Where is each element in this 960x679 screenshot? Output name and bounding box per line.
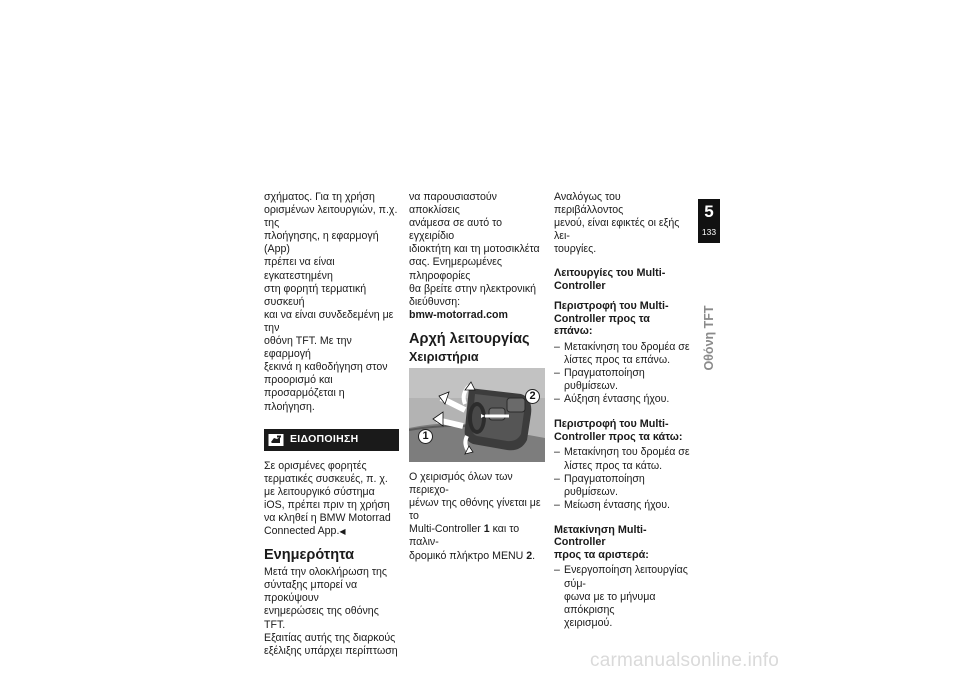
heading-line: Λειτουργίες του Multi- bbox=[554, 267, 666, 280]
list-item bbox=[554, 564, 690, 629]
text-line: με λειτουργικό σύστημα bbox=[264, 485, 375, 498]
column-2 bbox=[409, 191, 545, 563]
text-line: πλοήγηση. bbox=[264, 400, 315, 413]
text-line: Εξαιτίας αυτής της διαρκούς bbox=[264, 631, 396, 644]
text-line: ορισμένων λειτουργιών, π.χ. της bbox=[264, 204, 398, 230]
list-item: – Αύξηση έντασης ήχου. bbox=[554, 393, 690, 406]
text-line: Αναλόγως του περιβάλλοντος bbox=[554, 191, 624, 217]
text-line: οθόνη TFT. Με την εφαρμογή bbox=[264, 335, 352, 361]
text-fragment: Multi-Controller bbox=[409, 523, 484, 536]
section-heading-update: Ενημερότητα bbox=[264, 547, 355, 564]
text-line bbox=[409, 523, 545, 549]
list-item bbox=[554, 446, 690, 472]
text-fragment: και το παλιν- bbox=[409, 523, 520, 549]
text-line: ανάμεσα σε αυτό το εγχειρίδιο bbox=[409, 217, 503, 243]
notice-banner bbox=[264, 429, 399, 451]
col1-intro bbox=[264, 191, 399, 414]
text-line: τερματικές συσκευές, π. χ. bbox=[264, 472, 388, 485]
heading-line: Controller προς τα κάτω: bbox=[554, 430, 683, 443]
text-line: ενημερώσεις της οθόνης TFT. bbox=[264, 605, 379, 631]
text-line: σας. Ενημερωμένες πληροφορίες bbox=[409, 256, 502, 282]
text-line: Μετακίνηση του δρομέα σε bbox=[564, 446, 690, 459]
text-fragment: Connected App. bbox=[264, 525, 340, 538]
text-line: τουργίες. bbox=[554, 243, 597, 256]
figure-label-1: 1 bbox=[418, 429, 433, 444]
text-line: πρέπει να είναι εγκατεστημένη bbox=[264, 256, 335, 282]
subheading-rotate-up bbox=[554, 300, 690, 338]
page-number: 133 bbox=[701, 227, 717, 237]
text-fragment: δρομικό πλήκτρο MENU bbox=[409, 549, 527, 562]
heading-line: Περιστροφή του Multi- bbox=[554, 300, 669, 313]
heading-line: Περιστροφή του Multi- bbox=[554, 418, 669, 431]
section-heading-controls: Χειριστήρια bbox=[409, 349, 479, 364]
text-line: Ενεργοποίηση λειτουργίας σύμ- bbox=[564, 564, 688, 590]
column-3 bbox=[554, 191, 690, 630]
text-line: μενού, είναι εφικτές οι εξής λει- bbox=[554, 217, 680, 243]
list-item: – Μείωση έντασης ήχου. bbox=[554, 499, 690, 512]
section-heading-functions bbox=[554, 267, 690, 292]
col3-intro bbox=[554, 191, 690, 256]
handlebar-controls-figure bbox=[409, 368, 545, 462]
col2-intro bbox=[409, 191, 545, 322]
text-line: Σε ορισμένες φορητές bbox=[264, 459, 367, 472]
subheading-rotate-down bbox=[554, 418, 690, 443]
text-line: λίστες προς τα επάνω. bbox=[564, 354, 671, 367]
text-line: φωνα με το μήνυμα απόκρισης bbox=[564, 590, 656, 616]
text-line: λίστες προς τα κάτω. bbox=[564, 459, 663, 472]
move-left-list bbox=[554, 564, 690, 629]
text-line: πλοήγησης, η εφαρμογή (App) bbox=[264, 230, 379, 256]
text-line: διεύθυνση: bbox=[409, 295, 461, 308]
text-line bbox=[264, 525, 399, 538]
text-line: χειρισμού. bbox=[564, 616, 613, 629]
notice-title: ΕΙΔΟΠΟΙΗΣΗ bbox=[290, 433, 359, 446]
text-line: εξέλιξης υπάρχει περίπτωση bbox=[264, 644, 398, 657]
text-fragment: . bbox=[532, 549, 536, 562]
end-mark-icon: ◀ bbox=[339, 527, 346, 537]
text-line: να παρουσιαστούν αποκλίσεις bbox=[409, 191, 497, 217]
heading-line: προς τα αριστερά: bbox=[554, 548, 649, 561]
text-fragment-bold: 1 bbox=[483, 523, 490, 536]
chapter-number: 5 bbox=[704, 202, 714, 221]
text-line bbox=[409, 550, 545, 563]
rotate-down-list bbox=[554, 446, 690, 511]
heading-line: Μετακίνηση Multi-Controller bbox=[554, 523, 647, 549]
subheading-move-left bbox=[554, 524, 690, 562]
text-line: να κληθεί η BMW Motorrad bbox=[264, 511, 391, 524]
text-line: σύνταξης μπορεί να προκύψουν bbox=[264, 579, 358, 605]
list-item: – Πραγματοποίηση ρυθμίσεων. bbox=[554, 367, 690, 393]
handlebar-illustration bbox=[409, 368, 545, 462]
info-hand-icon bbox=[268, 433, 284, 447]
text-line: Μετακίνηση του δρομέα σε bbox=[564, 340, 690, 353]
watermark-text: carmanualsonline.info bbox=[590, 650, 780, 671]
heading-line: Controller προς τα επάνω: bbox=[554, 312, 650, 338]
section-heading-principle: Αρχή λειτουργίας bbox=[409, 330, 530, 347]
notice-text bbox=[264, 460, 399, 539]
text-line: θα βρείτε στην ηλεκτρονική bbox=[409, 282, 537, 295]
rotate-up-list bbox=[554, 341, 690, 406]
heading-line: Controller bbox=[554, 279, 606, 292]
col1-update-text bbox=[264, 566, 399, 658]
column-1 bbox=[264, 191, 399, 658]
text-line: ξεκινά η καθοδήγηση στον bbox=[264, 361, 388, 374]
text-line: προορισμό και προσαρμόζεται η bbox=[264, 374, 345, 400]
text-fragment-bold: 2 bbox=[526, 549, 533, 562]
text-line: και να είναι συνδεδεμένη με την bbox=[264, 308, 394, 334]
chapter-side-title: Οθόνη TFT bbox=[702, 305, 716, 371]
text-line: iOS, πρέπει πριν τη χρήση bbox=[264, 498, 390, 511]
list-item bbox=[554, 341, 690, 367]
text-line: Μετά την ολοκλήρωση της bbox=[264, 566, 388, 579]
website-url: bmw-motorrad.com bbox=[409, 308, 508, 321]
text-line: σχήματος. Για τη χρήση bbox=[264, 191, 375, 203]
text-line: μένων της οθόνης γίνεται με το bbox=[409, 497, 541, 523]
list-item: – Πραγματοποίηση ρυθμίσεων. bbox=[554, 473, 690, 499]
chapter-tab bbox=[698, 199, 720, 243]
text-line: ιδιοκτήτη και τη μοτοσικλέτα bbox=[409, 243, 540, 256]
text-line: στη φορητή τερματική συσκευή bbox=[264, 282, 367, 308]
text-line: Ο χειρισμός όλων των περιεχο- bbox=[409, 470, 513, 497]
figure-caption bbox=[409, 471, 545, 563]
figure-label-2: 2 bbox=[525, 389, 540, 404]
